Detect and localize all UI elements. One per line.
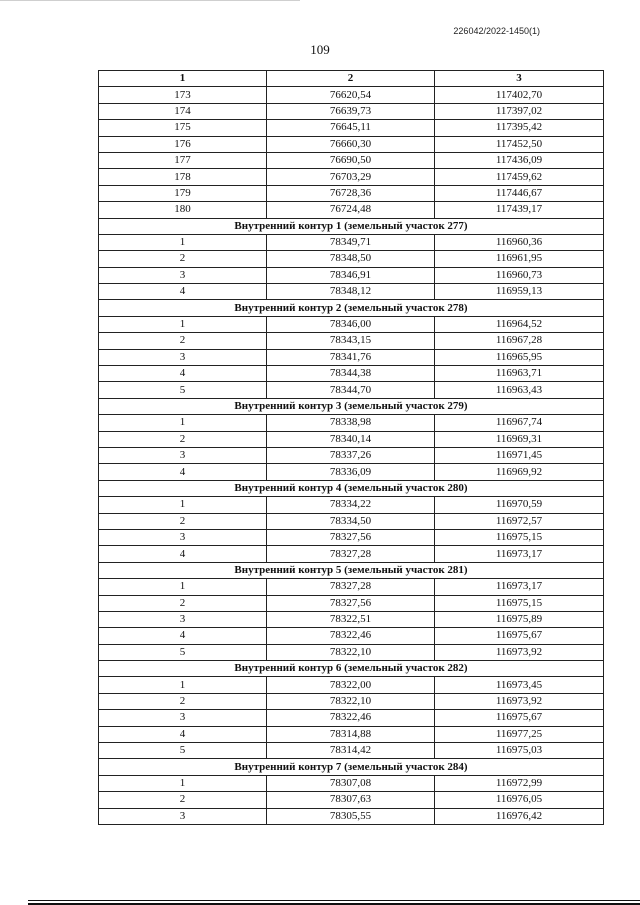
coordinate-y: 116961,95 <box>435 251 604 267</box>
point-number: 4 <box>99 546 267 562</box>
section-title: Внутренний контур 6 (земельный участок 282) <box>99 661 604 677</box>
table-row <box>99 120 604 136</box>
point-number: 180 <box>99 202 267 218</box>
coordinate-x: 78307,63 <box>267 792 435 808</box>
page-number: 109 <box>310 42 330 57</box>
point-number: 1 <box>99 497 267 513</box>
section-row <box>99 759 604 775</box>
table-row <box>99 464 604 480</box>
coordinate-y: 116973,17 <box>435 579 604 595</box>
point-number: 3 <box>99 447 267 463</box>
table-row <box>99 792 604 808</box>
coordinate-x: 78327,28 <box>267 579 435 595</box>
section-title: Внутренний контур 1 (земельный участок 277) <box>99 218 604 234</box>
coordinate-x: 78307,08 <box>267 775 435 791</box>
point-number: 3 <box>99 267 267 283</box>
coordinate-y: 117452,50 <box>435 136 604 152</box>
point-number: 2 <box>99 333 267 349</box>
coordinate-y: 117436,09 <box>435 152 604 168</box>
point-number: 4 <box>99 726 267 742</box>
section-title: Внутренний контур 5 (земельный участок 281) <box>99 562 604 578</box>
point-number: 4 <box>99 464 267 480</box>
point-number: 3 <box>99 611 267 627</box>
table-row <box>99 185 604 201</box>
table-row <box>99 202 604 218</box>
point-number: 1 <box>99 316 267 332</box>
point-number: 2 <box>99 251 267 267</box>
table-row <box>99 546 604 562</box>
coordinate-y: 116960,36 <box>435 234 604 250</box>
table-row <box>99 529 604 545</box>
coordinate-x: 78349,71 <box>267 234 435 250</box>
point-number: 2 <box>99 693 267 709</box>
point-number: 4 <box>99 284 267 300</box>
table-row <box>99 808 604 824</box>
coordinate-y: 116959,13 <box>435 284 604 300</box>
table-header-row <box>99 71 604 87</box>
coordinate-y: 116969,31 <box>435 431 604 447</box>
coordinate-y: 116973,45 <box>435 677 604 693</box>
coordinate-x: 78327,56 <box>267 595 435 611</box>
coordinate-y: 116967,28 <box>435 333 604 349</box>
coordinate-y: 116975,67 <box>435 628 604 644</box>
coordinate-y: 116964,52 <box>435 316 604 332</box>
point-number: 5 <box>99 382 267 398</box>
table-row <box>99 234 604 250</box>
coordinate-y: 116975,89 <box>435 611 604 627</box>
coordinate-x: 76660,30 <box>267 136 435 152</box>
table-row <box>99 267 604 283</box>
table-row <box>99 497 604 513</box>
coordinate-x: 78346,91 <box>267 267 435 283</box>
top-scan-rule <box>0 0 300 1</box>
coordinate-y: 117446,67 <box>435 185 604 201</box>
coordinate-x: 78334,22 <box>267 497 435 513</box>
section-row <box>99 300 604 316</box>
section-title: Внутренний контур 3 (земельный участок 279) <box>99 398 604 414</box>
table-row <box>99 775 604 791</box>
table-row <box>99 103 604 119</box>
table-row <box>99 382 604 398</box>
coordinate-y: 116972,99 <box>435 775 604 791</box>
coordinate-y: 116975,03 <box>435 743 604 759</box>
table-row <box>99 251 604 267</box>
coordinate-y: 116975,15 <box>435 595 604 611</box>
coordinate-x: 78322,00 <box>267 677 435 693</box>
coordinate-y: 116976,42 <box>435 808 604 824</box>
coordinate-y: 116971,45 <box>435 447 604 463</box>
section-title: Внутренний контур 4 (земельный участок 280) <box>99 480 604 496</box>
table-row <box>99 677 604 693</box>
coordinates-table <box>98 70 604 825</box>
coordinate-y: 116976,05 <box>435 792 604 808</box>
coordinate-x: 78327,56 <box>267 529 435 545</box>
coordinate-x: 78348,50 <box>267 251 435 267</box>
point-number: 173 <box>99 87 267 103</box>
coordinate-y: 116972,57 <box>435 513 604 529</box>
table-row <box>99 169 604 185</box>
table-row <box>99 447 604 463</box>
point-number: 2 <box>99 792 267 808</box>
coordinate-y: 116973,92 <box>435 644 604 660</box>
table-row <box>99 366 604 382</box>
table-row <box>99 136 604 152</box>
coordinate-y: 117397,02 <box>435 103 604 119</box>
section-title: Внутренний контур 7 (земельный участок 284) <box>99 759 604 775</box>
coordinate-y: 116975,67 <box>435 710 604 726</box>
coordinate-x: 78341,76 <box>267 349 435 365</box>
table-row <box>99 710 604 726</box>
point-number: 1 <box>99 579 267 595</box>
point-number: 2 <box>99 513 267 529</box>
table-row <box>99 726 604 742</box>
coordinate-y: 116963,43 <box>435 382 604 398</box>
coordinate-x: 78336,09 <box>267 464 435 480</box>
coordinate-x: 78334,50 <box>267 513 435 529</box>
coordinate-x: 78322,46 <box>267 628 435 644</box>
section-row <box>99 661 604 677</box>
coordinate-y: 116973,17 <box>435 546 604 562</box>
table-row <box>99 611 604 627</box>
coordinate-y: 116967,74 <box>435 415 604 431</box>
coordinate-y: 116965,95 <box>435 349 604 365</box>
coordinate-y: 116973,92 <box>435 693 604 709</box>
table-row <box>99 415 604 431</box>
coordinate-y: 116969,92 <box>435 464 604 480</box>
coordinate-y: 116975,15 <box>435 529 604 545</box>
coordinate-x: 78338,98 <box>267 415 435 431</box>
section-row <box>99 480 604 496</box>
coordinate-x: 78344,38 <box>267 366 435 382</box>
point-number: 179 <box>99 185 267 201</box>
document-id: 226042/2022-1450(1) <box>453 26 540 36</box>
point-number: 1 <box>99 775 267 791</box>
point-number: 5 <box>99 743 267 759</box>
coordinate-y: 117439,17 <box>435 202 604 218</box>
table-row <box>99 87 604 103</box>
column-header-number: 1 <box>99 71 267 87</box>
point-number: 3 <box>99 349 267 365</box>
section-row <box>99 218 604 234</box>
table-row <box>99 595 604 611</box>
coordinate-y: 116963,71 <box>435 366 604 382</box>
coordinate-x: 78343,15 <box>267 333 435 349</box>
table-row <box>99 152 604 168</box>
point-number: 175 <box>99 120 267 136</box>
coordinate-x: 76728,36 <box>267 185 435 201</box>
coordinate-x: 78346,00 <box>267 316 435 332</box>
point-number: 3 <box>99 808 267 824</box>
section-title: Внутренний контур 2 (земельный участок 278) <box>99 300 604 316</box>
point-number: 5 <box>99 644 267 660</box>
point-number: 4 <box>99 366 267 382</box>
point-number: 4 <box>99 628 267 644</box>
coordinate-x: 76639,73 <box>267 103 435 119</box>
point-number: 3 <box>99 710 267 726</box>
table-row <box>99 513 604 529</box>
coordinate-y: 117402,70 <box>435 87 604 103</box>
coordinate-y: 116977,25 <box>435 726 604 742</box>
section-row <box>99 562 604 578</box>
point-number: 2 <box>99 595 267 611</box>
table-row <box>99 333 604 349</box>
coordinate-x: 78340,14 <box>267 431 435 447</box>
coordinate-x: 78322,10 <box>267 644 435 660</box>
point-number: 3 <box>99 529 267 545</box>
point-number: 1 <box>99 677 267 693</box>
column-header-y: 3 <box>435 71 604 87</box>
point-number: 178 <box>99 169 267 185</box>
point-number: 174 <box>99 103 267 119</box>
table-row <box>99 579 604 595</box>
coordinate-x: 76645,11 <box>267 120 435 136</box>
point-number: 1 <box>99 234 267 250</box>
column-header-x: 2 <box>267 71 435 87</box>
coordinate-x: 78327,28 <box>267 546 435 562</box>
point-number: 1 <box>99 415 267 431</box>
table-row <box>99 316 604 332</box>
coordinate-y: 117459,62 <box>435 169 604 185</box>
table-row <box>99 431 604 447</box>
section-row <box>99 398 604 414</box>
table-row <box>99 628 604 644</box>
coordinate-x: 78344,70 <box>267 382 435 398</box>
table-row <box>99 284 604 300</box>
coordinate-x: 78314,42 <box>267 743 435 759</box>
coordinate-x: 78322,46 <box>267 710 435 726</box>
coordinate-x: 76724,48 <box>267 202 435 218</box>
coordinate-x: 78305,55 <box>267 808 435 824</box>
table-row <box>99 349 604 365</box>
bottom-scan-rule <box>28 900 640 901</box>
table-row <box>99 693 604 709</box>
table-row <box>99 644 604 660</box>
coordinate-y: 116970,59 <box>435 497 604 513</box>
coordinate-y: 116960,73 <box>435 267 604 283</box>
table-body <box>99 87 604 825</box>
table-row <box>99 743 604 759</box>
point-number: 177 <box>99 152 267 168</box>
coordinate-x: 78314,88 <box>267 726 435 742</box>
coordinate-y: 117395,42 <box>435 120 604 136</box>
coordinate-x: 76703,29 <box>267 169 435 185</box>
point-number: 2 <box>99 431 267 447</box>
coordinate-x: 76690,50 <box>267 152 435 168</box>
coordinate-x: 76620,54 <box>267 87 435 103</box>
coordinate-x: 78322,10 <box>267 693 435 709</box>
coordinate-x: 78348,12 <box>267 284 435 300</box>
point-number: 176 <box>99 136 267 152</box>
coordinate-x: 78322,51 <box>267 611 435 627</box>
coordinate-x: 78337,26 <box>267 447 435 463</box>
